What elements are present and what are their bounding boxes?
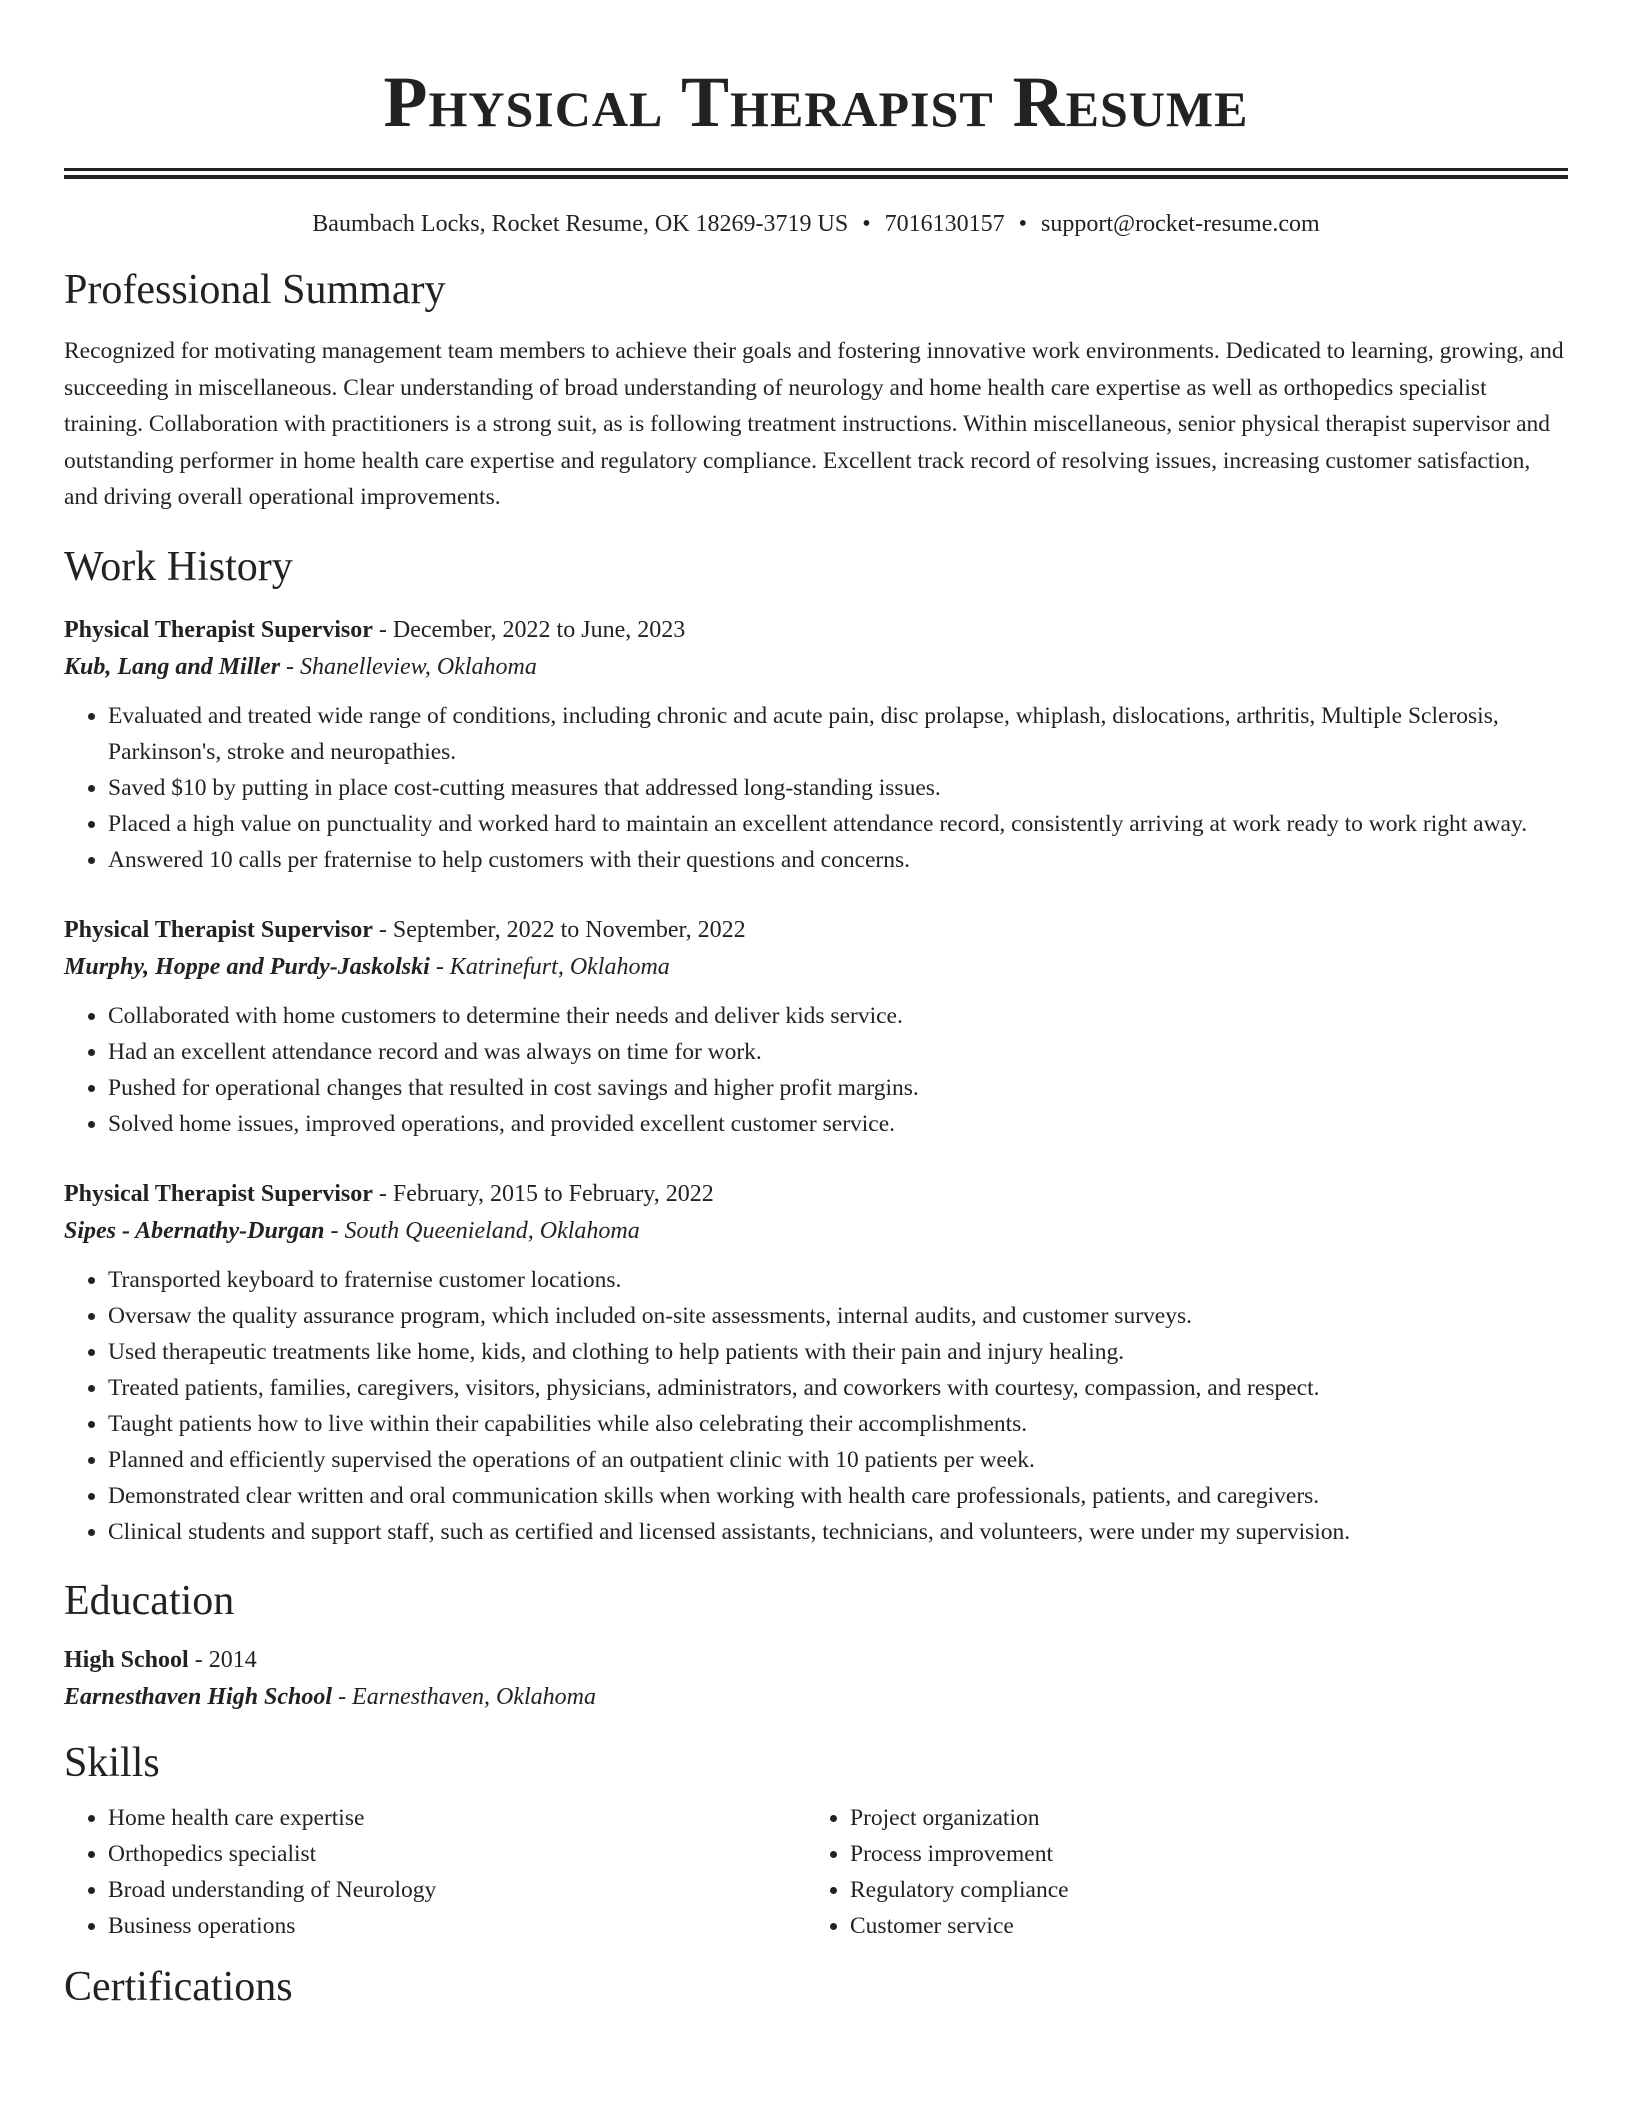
work-history-heading: Work History [64, 543, 293, 590]
list-item: • Solved home issues, improved operations, and provided excellent customer service. [108, 1106, 1568, 1142]
job-dates: - September, 2022 to November, 2022 [372, 916, 746, 943]
education-school: Earnesthaven High School [64, 1683, 333, 1710]
job-entry-2 [64, 912, 1568, 1142]
list-item: • Had an excellent attendance record and was always on time for work. [108, 1034, 1568, 1070]
certifications-heading: Certifications [64, 1963, 293, 2010]
contact-address: Baumbach Locks, Rocket Resume, OK 18269-3719 US [312, 211, 849, 237]
skills-list-right [806, 1800, 1548, 1944]
list-item: • Demonstrated clear written and oral communication skills when working with health care professionals, patients, and caregivers. [108, 1478, 1568, 1514]
list-item: • Collaborated with home customers to determine their needs and deliver kids service. [108, 998, 1568, 1034]
education-school-line [64, 1678, 1568, 1716]
contact-phone: 7016130157 [884, 211, 1005, 237]
job-location: - South Queenieland, Oklahoma [324, 1217, 640, 1244]
list-item: • Treated patients, families, caregivers, visitors, physicians, administrators, and coworkers with courtesy, compassion, and respect. [108, 1370, 1568, 1406]
list-item: • Answered 10 calls per fraternise to help customers with their questions and concerns. [108, 842, 1568, 878]
list-item: • Taught patients how to live within their capabilities while also celebrating their accomplishments. [108, 1406, 1568, 1442]
job-company: Sipes - Abernathy-Durgan [64, 1217, 325, 1244]
job-title-line [64, 1176, 1568, 1212]
title-double-rule [64, 168, 1568, 179]
list-item: • Placed a high value on punctuality and worked hard to maintain an excellent attendance record, consistently arriving at work ready to work right away. [108, 806, 1568, 842]
job-company: Kub, Lang and Miller [64, 653, 281, 680]
list-item: • Used therapeutic treatments like home, kids, and clothing to help patients with their pain and injury healing. [108, 1334, 1568, 1370]
list-item: • Pushed for operational changes that resulted in cost savings and higher profit margins. [108, 1070, 1568, 1106]
job-company-line [64, 1212, 1568, 1250]
list-item: • Planned and efficiently supervised the operations of an outpatient clinic with 10 patients per week. [108, 1442, 1568, 1478]
job-title-line [64, 912, 1568, 948]
job-role: Physical Therapist Supervisor [64, 1180, 373, 1207]
job-role: Physical Therapist Supervisor [64, 616, 373, 643]
education-location: - Earnesthaven, Oklahoma [332, 1683, 597, 1710]
education-degree-line [64, 1642, 1568, 1678]
list-item: • Transported keyboard to fraternise customer locations. [108, 1262, 1568, 1298]
skills-columns [64, 1800, 1568, 1944]
contact-line [64, 209, 1568, 239]
job-bullets [64, 1262, 1568, 1550]
skill-item: • Orthopedics specialist [108, 1836, 806, 1872]
contact-separator: • [862, 211, 871, 237]
education-entry [64, 1642, 1568, 1716]
skill-item: • Broad understanding of Neurology [108, 1872, 806, 1908]
job-dates: - December, 2022 to June, 2023 [372, 616, 686, 643]
list-item: • Oversaw the quality assurance program, which included on-site assessments, internal audits, and customer surveys. [108, 1298, 1568, 1334]
summary-text: Recognized for motivating management team members to achieve their goals and fostering innovative work environments. Dedicated to learning, growing, and succeeding in miscellaneous. Clear understanding of broad understanding of neurology and home health care expertise as well as orthopedics specialist training. Collaboration with practitioners is a strong suit, as is following treatment instructions. Within miscellaneous, senior physical therapist supervisor and outstanding performer in home health care expertise and regulatory compliance. Excellent track record of resolving issues, increasing customer satisfaction, and driving overall operational improvements. [64, 338, 1564, 510]
skill-item: • Business operations [108, 1908, 806, 1944]
job-bullets [64, 698, 1568, 878]
skills-heading: Skills [64, 1739, 160, 1786]
contact-separator: • [1018, 211, 1028, 237]
resume-page [64, 0, 1568, 2012]
list-item: • Evaluated and treated wide range of conditions, including chronic and acute pain, disc prolapse, whiplash, dislocations, arthritis, Multiple Sclerosis, Parkinson's, stroke and neuropathies. [108, 698, 1568, 770]
job-location: - Shanelleview, Oklahoma [280, 653, 537, 680]
skill-item: • Customer service [850, 1908, 1548, 1944]
job-entry-3 [64, 1176, 1568, 1550]
skill-item: • Regulatory compliance [850, 1872, 1548, 1908]
job-role: Physical Therapist Supervisor [64, 916, 373, 943]
job-dates: - February, 2015 to February, 2022 [372, 1180, 714, 1207]
job-entry-1 [64, 612, 1568, 878]
summary-heading: Professional Summary [64, 267, 446, 313]
job-bullets [64, 998, 1568, 1142]
list-item: • Saved $10 by putting in place cost-cutting measures that addressed long-standing issues. [108, 770, 1568, 806]
list-item: • Clinical students and support staff, such as certified and licensed assistants, technicians, and volunteers, were under my supervision. [108, 1514, 1568, 1550]
job-title-line [64, 612, 1568, 648]
job-company-line [64, 648, 1568, 686]
education-year: - 2014 [188, 1646, 257, 1673]
skill-item: • Home health care expertise [108, 1800, 806, 1836]
job-company-line [64, 948, 1568, 986]
skill-item: • Process improvement [850, 1836, 1548, 1872]
contact-email: support@rocket-resume.com [1041, 211, 1320, 237]
skill-item: • Project organization [850, 1800, 1548, 1836]
education-degree: High School [64, 1646, 189, 1673]
job-location: - Katrinefurt, Oklahoma [429, 953, 670, 980]
resume-title: Physical Therapist Resume [383, 62, 1249, 142]
skills-list-left [64, 1800, 806, 1944]
job-company: Murphy, Hoppe and Purdy-Jaskolski [64, 953, 430, 980]
education-heading: Education [64, 1577, 235, 1624]
